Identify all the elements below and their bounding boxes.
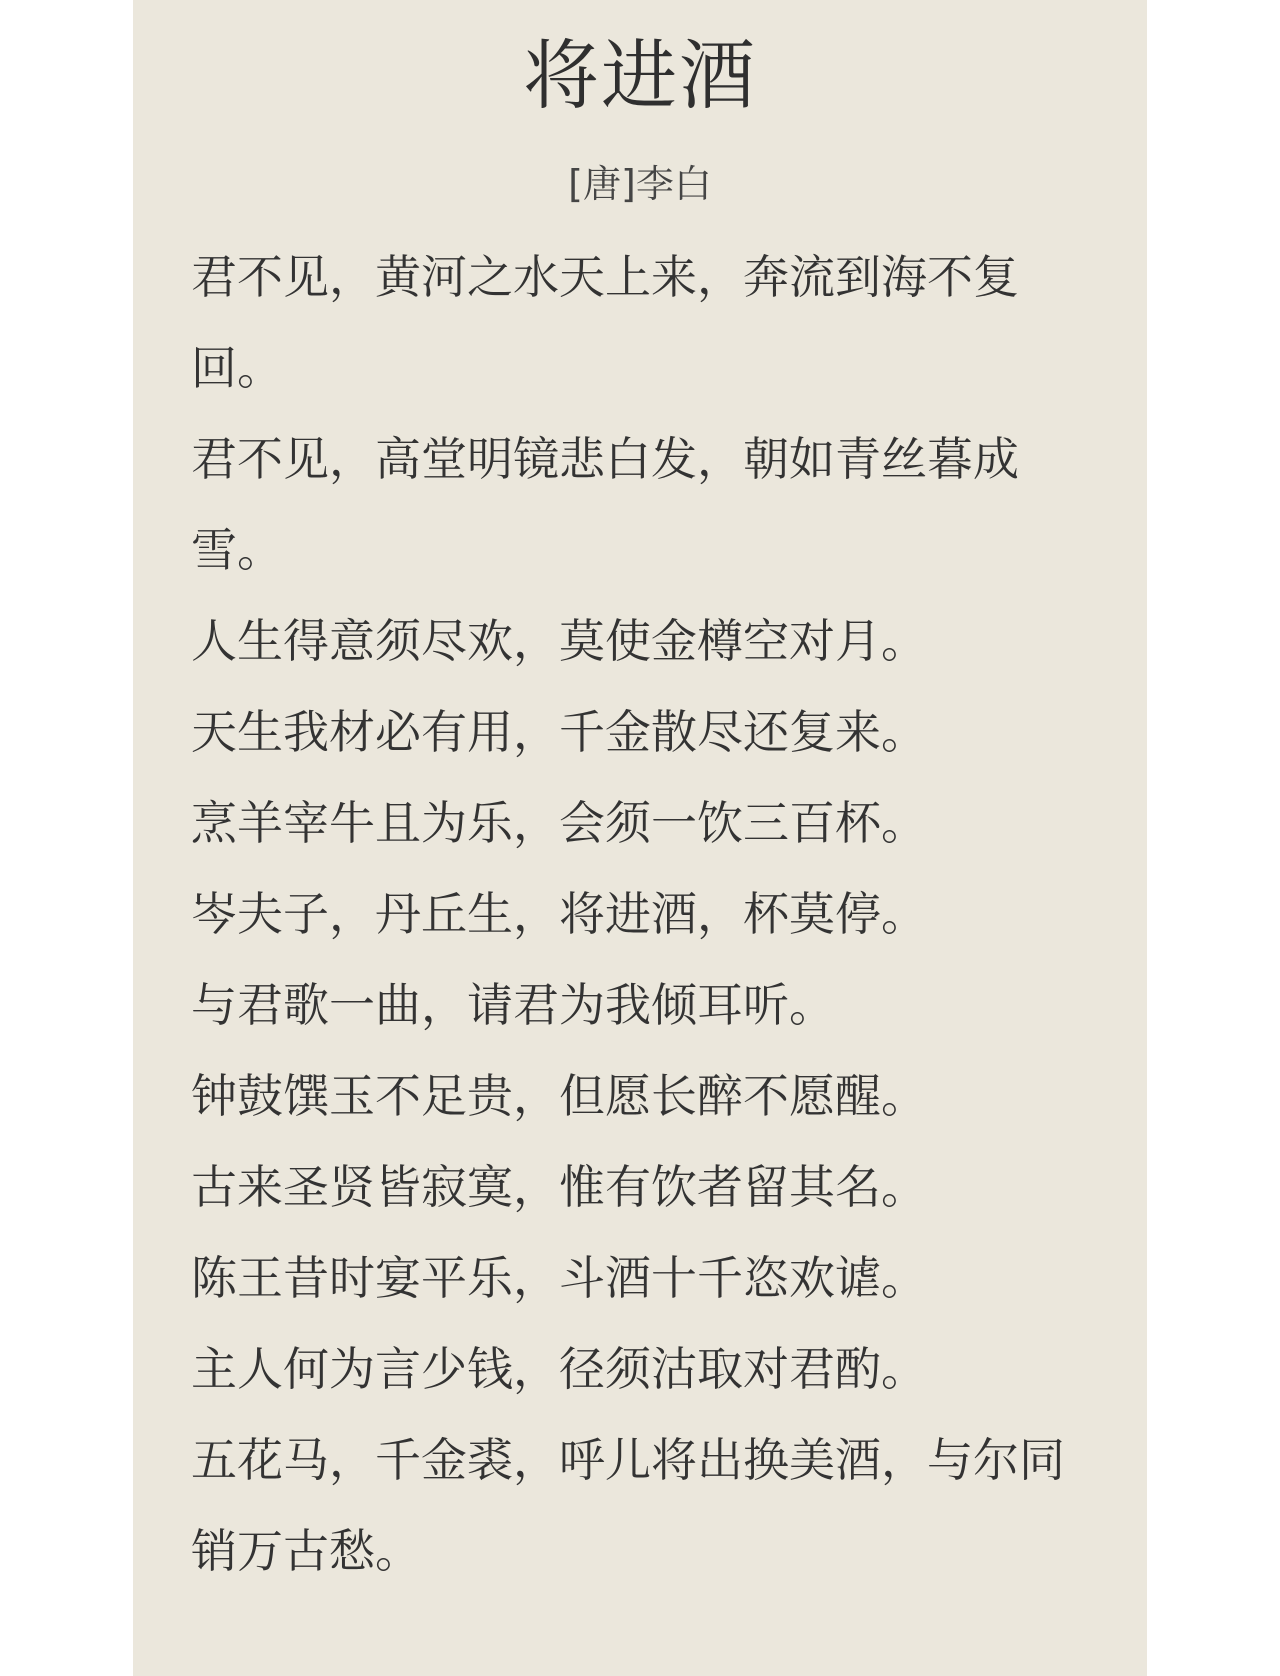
poem-line: 天生我材必有用，千金散尽还复来。 (191, 705, 927, 759)
poem-line: 五花马，千金裘，呼儿将出换美酒，与尔同销万古愁。 (191, 1433, 1065, 1578)
poem-body (191, 232, 1091, 1597)
poem-line: 君不见，黄河之水天上来，奔流到海不复回。 (191, 250, 1019, 395)
poem-title: 将进酒 (523, 31, 757, 120)
poem-page (133, 0, 1147, 1676)
poem-author: [唐]李白 (568, 162, 712, 206)
poem-line: 烹羊宰牛且为乐，会须一饮三百杯。 (191, 796, 927, 850)
poem-line: 陈王昔时宴平乐，斗酒十千恣欢谑。 (191, 1251, 927, 1305)
poem-line: 古来圣贤皆寂寞，惟有饮者留其名。 (191, 1160, 927, 1214)
poem-line: 主人何为言少钱，径须沽取对君酌。 (191, 1342, 927, 1396)
poem-line: 与君歌一曲，请君为我倾耳听。 (191, 978, 835, 1032)
poem-line: 君不见，高堂明镜悲白发，朝如青丝暮成雪。 (191, 432, 1019, 577)
poem-line: 人生得意须尽欢，莫使金樽空对月。 (191, 614, 927, 668)
poem-line: 钟鼓馔玉不足贵，但愿长醉不愿醒。 (191, 1069, 927, 1123)
poem-line: 岑夫子，丹丘生，将进酒，杯莫停。 (191, 887, 927, 941)
